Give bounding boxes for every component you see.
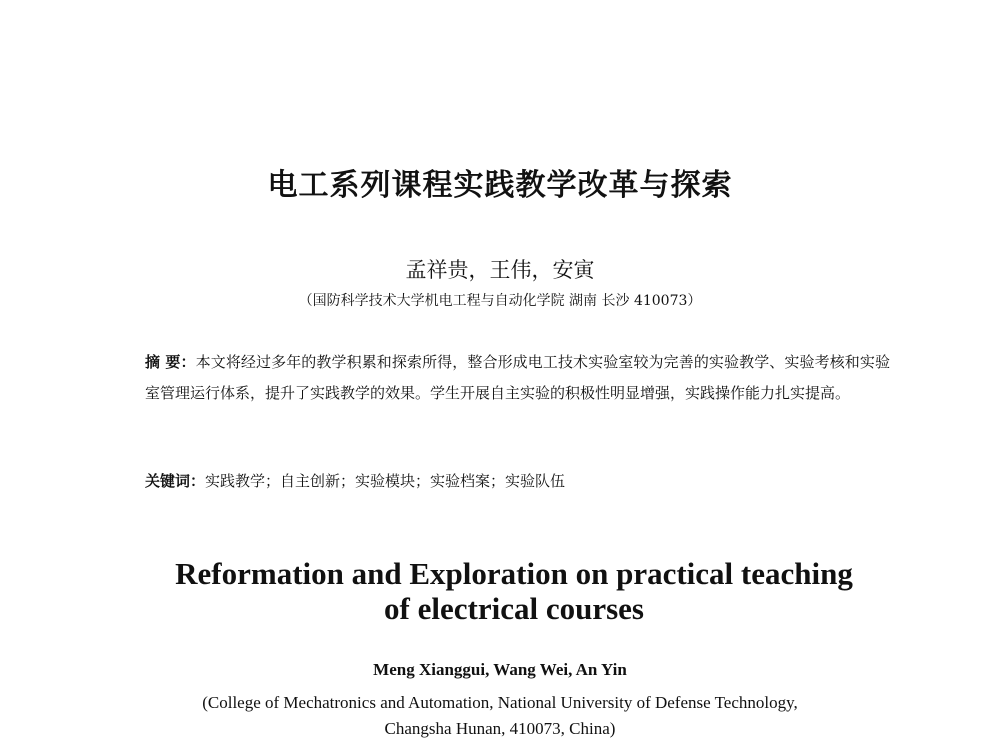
- chinese-authors: 孟祥贵，王伟，安寅: [405, 258, 595, 282]
- english-title-line-2: of electrical courses: [384, 591, 644, 626]
- english-title: [150, 556, 878, 626]
- english-authors: Meng Xianggui, Wang Wei, An Yin: [373, 660, 627, 679]
- chinese-affiliation: （国防科学技术大学机电工程与自动化学院 湖南 长沙 410073）: [298, 293, 702, 309]
- chinese-keywords: [145, 470, 890, 491]
- english-affiliation-line-1: (College of Mechatronics and Automation, National University of Defense Technology,: [202, 693, 798, 712]
- abstract-text: 本文将经过多年的教学积累和探索所得，整合形成电工技术实验室较为完善的实验教学、实验考核和实验室管理运行体系，提升了实践教学的效果。学生开展自主实验的积极性明显增强，实践操作能力扎实提高。: [145, 353, 890, 402]
- chinese-abstract: [145, 347, 890, 409]
- chinese-title: 电工系列课程实践教学改革与探索: [267, 168, 733, 203]
- english-affiliation: [0, 690, 1000, 742]
- keywords-label: 关键词：: [145, 472, 206, 490]
- english-title-line-1: Reformation and Exploration on practical teaching: [175, 556, 853, 591]
- english-affiliation-line-2: Changsha Hunan, 410073, China): [384, 719, 616, 738]
- keywords-text: 实践教学；自主创新；实验模块；实验档案；实验队伍: [205, 472, 566, 490]
- abstract-label: 摘 要：: [145, 353, 196, 371]
